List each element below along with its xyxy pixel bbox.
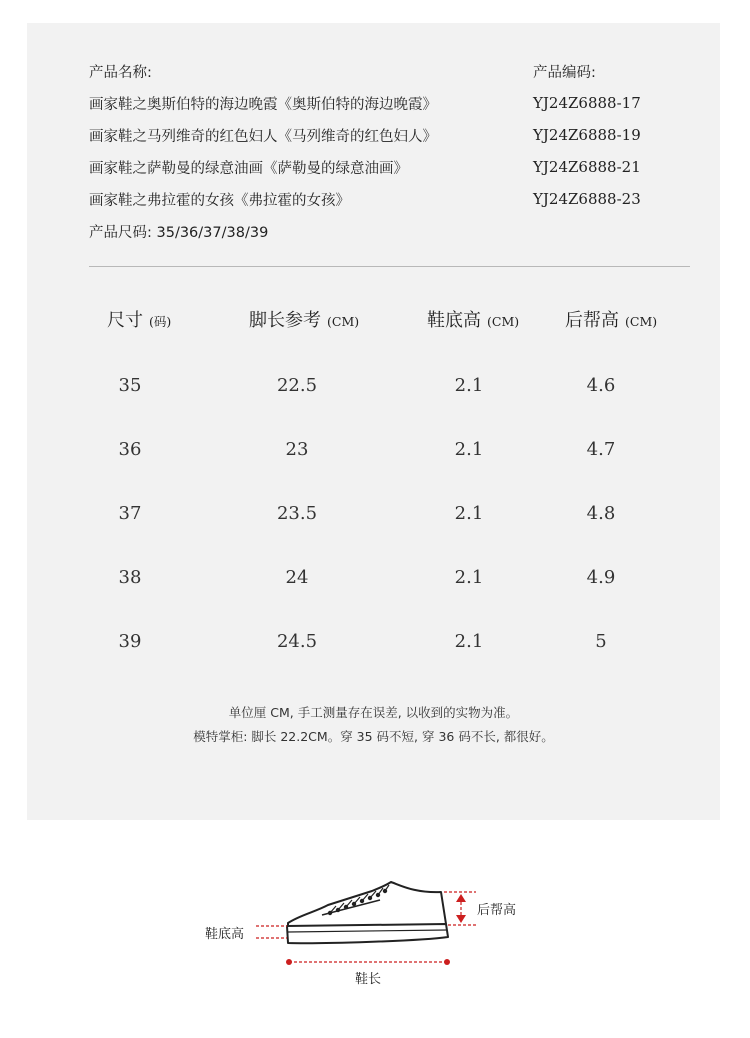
- product-code: YJ24Z6888-19: [533, 126, 641, 144]
- measurement-note: 单位厘 CM, 手工测量存在误差, 以收到的实物为准。: [228, 705, 519, 720]
- header-sole-height: [427, 306, 519, 332]
- product-name: 画家鞋之奥斯伯特的海边晚霞《奥斯伯特的海边晚霞》: [89, 97, 437, 113]
- product-code: YJ24Z6888-23: [533, 190, 641, 208]
- cell-sole-height: 2.1: [454, 375, 484, 396]
- cell-size: 38: [118, 567, 142, 588]
- model-note: 模特掌柜: 脚长 22.2CM。穿 35 码不短, 穿 36 码不长, 都很好。: [193, 729, 554, 744]
- sole-height-label: 鞋底高: [205, 927, 245, 942]
- header-label: 尺寸: [107, 310, 143, 331]
- header-foot-length: [249, 306, 359, 332]
- cell-heel-height: 5: [595, 631, 607, 652]
- header-label: 后帮高: [565, 310, 619, 331]
- shoe-length-label: 鞋长: [355, 972, 382, 987]
- header-unit: (CM): [327, 314, 360, 329]
- cell-heel-height: 4.9: [586, 567, 616, 588]
- product-code: YJ24Z6888-21: [533, 158, 641, 176]
- header-size: [107, 306, 171, 332]
- cell-sole-height: 2.1: [454, 439, 484, 460]
- shoe-icon: [287, 882, 448, 943]
- cell-foot-length: 23: [285, 439, 309, 460]
- cell-heel-height: 4.6: [586, 375, 616, 396]
- product-name: 画家鞋之马列维奇的红色妇人《马列维奇的红色妇人》: [89, 129, 437, 145]
- divider: [89, 266, 690, 267]
- cell-sole-height: 2.1: [454, 631, 484, 652]
- cell-heel-height: 4.8: [586, 503, 616, 524]
- cell-foot-length: 24.5: [276, 631, 318, 652]
- cell-size: 36: [118, 439, 142, 460]
- product-code-label: 产品编码:: [533, 65, 596, 81]
- header-unit: (码): [149, 314, 172, 329]
- header-unit: (CM): [625, 314, 658, 329]
- product-code: YJ24Z6888-17: [533, 94, 641, 112]
- cell-size: 37: [118, 503, 142, 524]
- cell-sole-height: 2.1: [454, 503, 484, 524]
- cell-size: 39: [118, 631, 142, 652]
- header-label: 鞋底高: [427, 310, 481, 331]
- shoe-length-marker: [286, 959, 450, 965]
- header-label: 脚长参考: [249, 310, 321, 331]
- product-sizes: 产品尺码: 35/36/37/38/39: [89, 225, 269, 241]
- cell-sole-height: 2.1: [454, 567, 484, 588]
- cell-size: 35: [118, 375, 142, 396]
- product-name-label: 产品名称:: [89, 65, 152, 81]
- heel-height-marker: [444, 892, 476, 925]
- cell-heel-height: 4.7: [586, 439, 616, 460]
- cell-foot-length: 24: [285, 567, 309, 588]
- header-unit: (CM): [487, 314, 520, 329]
- header-heel-height: [565, 306, 657, 332]
- cell-foot-length: 23.5: [276, 503, 318, 524]
- product-name: 画家鞋之萨勒曼的绿意油画《萨勒曼的绿意油画》: [89, 161, 408, 177]
- sole-height-marker: [256, 926, 287, 938]
- heel-height-label: 后帮高: [477, 903, 517, 918]
- product-name: 画家鞋之弗拉霍的女孩《弗拉霍的女孩》: [89, 193, 350, 209]
- cell-foot-length: 22.5: [276, 375, 318, 396]
